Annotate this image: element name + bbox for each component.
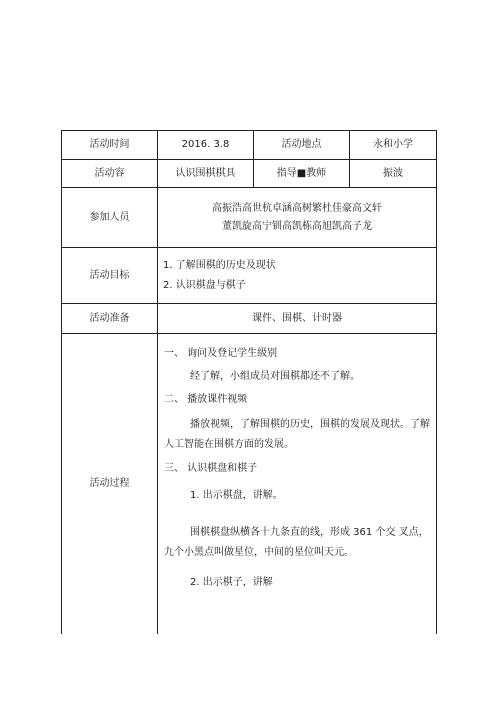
time-value: 2016. 3.8 <box>158 131 254 160</box>
row-participants <box>62 188 437 248</box>
process-heading-1: 一、 询问及登记学生级别 <box>164 348 278 359</box>
teacher-value: 振波 <box>350 160 437 188</box>
teacher-label: 指导■教师 <box>254 160 350 188</box>
goals-value <box>158 248 437 304</box>
goal-item-2: 2. 认识棋盘与棋子 <box>163 279 246 291</box>
participants-label: 参加人员 <box>62 188 158 248</box>
process-heading-3: 三、 认识棋盘和棋子 <box>164 463 258 474</box>
process-text-1: 经了解，小组成员对围棋都还不了解。 <box>190 371 360 382</box>
row-goals <box>62 248 437 304</box>
process-label: 活动过程 <box>62 334 158 634</box>
row-process <box>62 334 437 634</box>
location-value: 永和小学 <box>350 131 437 160</box>
process-heading-2: 二、 播放课件视频 <box>164 394 248 405</box>
prep-value: 课件、围棋、计时器 <box>158 304 437 334</box>
participants-line-1: 高振浩高世杭卓涵高树繁杜佳豪高文轩 <box>212 202 382 214</box>
goal-item-1: 1. 了解围棋的历史及现状 <box>163 259 276 271</box>
prep-label: 活动准备 <box>62 304 158 334</box>
process-text-3: 围棋棋盘纵横各十九条直的线，形成 361 个交 叉点，九个小黑点叫做星位，中间的星位叫天元。 <box>164 527 429 558</box>
participants-line-2: 董凯旋高宁钏高凯栋高旭凯高子龙 <box>222 220 372 232</box>
content-value: 认识围棋棋具 <box>158 160 254 188</box>
location-label: 活动地点 <box>254 131 350 160</box>
time-label: 活动时间 <box>62 131 158 160</box>
row-preparation <box>62 304 437 334</box>
goals-label: 活动目标 <box>62 248 158 304</box>
row-time-location <box>62 131 437 160</box>
participants-value <box>158 188 437 248</box>
content-label: 活动容 <box>62 160 158 188</box>
process-body <box>158 334 437 634</box>
process-text-2: 播放视频，了解围棋的历史，围棋的发展及现状。了解人工智能在围棋方面的发展。 <box>164 419 430 450</box>
process-sub-1: 1. 出示棋盘，讲解。 <box>190 490 283 501</box>
row-content-teacher <box>62 160 437 188</box>
process-sub-2: 2. 出示棋子，讲解 <box>190 577 273 588</box>
activity-table <box>61 130 437 634</box>
